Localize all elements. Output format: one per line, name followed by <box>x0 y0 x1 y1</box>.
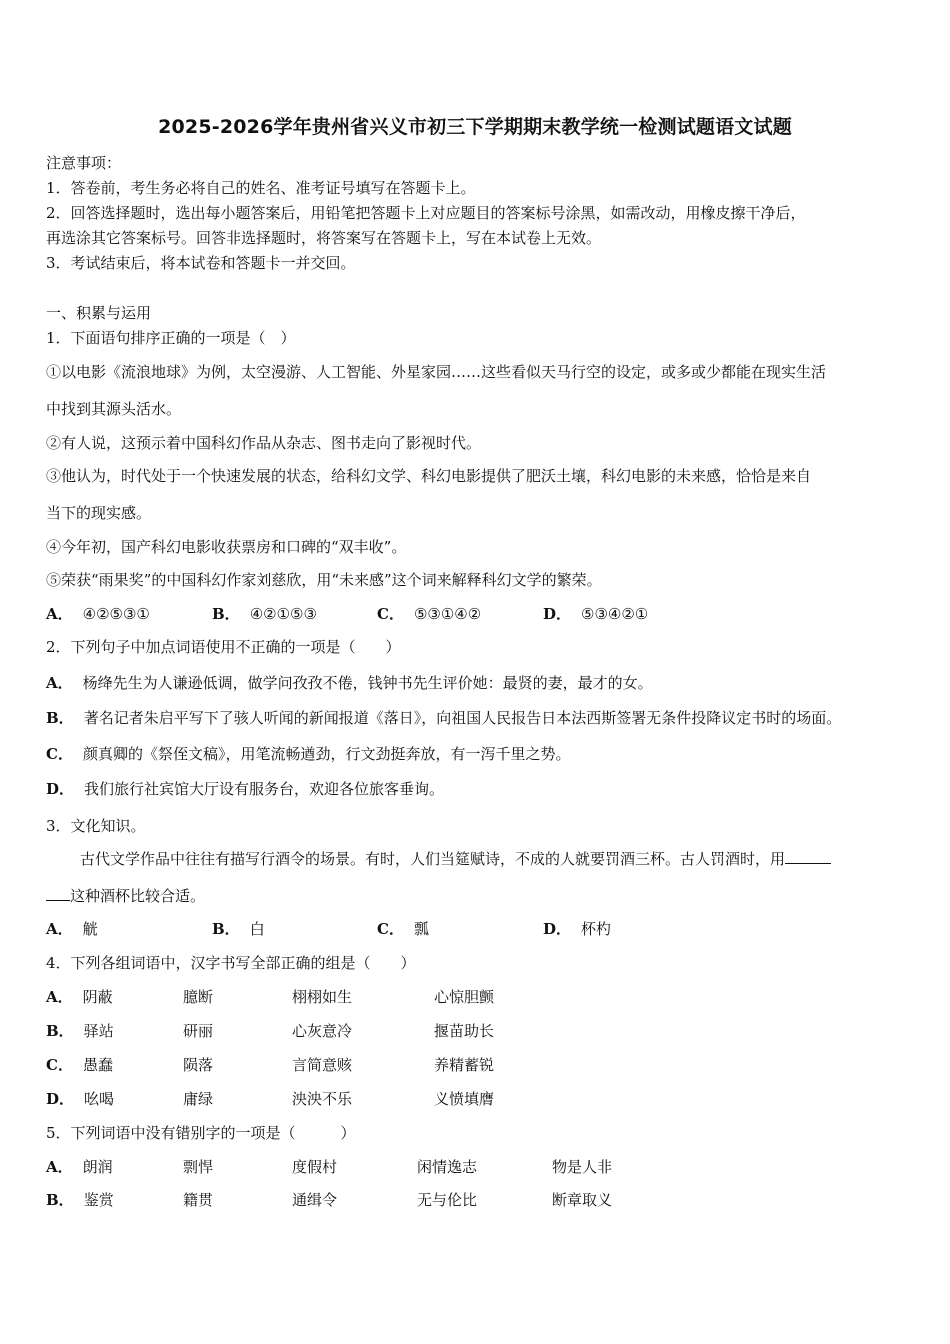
notice-item: 3．考试结束后，将本试卷和答题卡一并交回。 <box>46 254 356 272</box>
option-a: A． 杨绛先生为人谦逊低调，做学问孜孜不倦，钱钟书先生评价她：最贤的妻，最才的女。 <box>46 674 653 692</box>
option-c: C． 颜真卿的《祭侄文稿》，用笔流畅遒劲，行文劲挺奔放，有一泻千里之势。 <box>46 745 571 763</box>
question-stem: 5．下列词语中没有错别字的一项是（ ） <box>46 1124 356 1142</box>
exam-page: 2025-2026学年贵州省兴义市初三下学期期末教学统一检测试题语文试题 注意事项： 1．答卷前，考生务必将自己的姓名、准考证号填写在答题卡上。 2．回答选择题时，选出每小题答案后，用铅笔把答题卡上对应题目的答案标号涂黑，如需改动，用橡皮擦干净后， 再选涂其它答案标号。回答非选择题时，将答案写在答题卡上，写在本试卷上无效。 3．考试结束后，将本试卷和答题卡一并交回。 一、积累与运用 1．下面语句排序正确的一项是（ ） ①以电影《流浪地球》为例，太空漫游、人工智能、外星家园……这些看似天马行空的设定，或多或少都能在现实生活 中找到其源头活水。 ②有人说，这预示着中国科幻作品从杂志、图书走向了影视时代。 ③他认为，时代处于一个快速发展的状态，给科幻文学、科幻电影提供了肥沃土壤，科幻电影的未来感，恰恰是来自 当下的现实感。 ④今年初，国产科幻电影收获票房和口碑的“双丰收”。 ⑤荣获“雨果奖”的中国科幻作家刘慈欣，用“未来感”这个词来解释科幻文学的繁荣。 A． ④②⑤③① B． ④②①⑤③ C． ⑤③①④② D． ⑤③④②① 2．下列句子中加点词语使用不正确的一项是（ ） A． 杨绛先生为人谦逊低调，做学问孜孜不倦，钱钟书先生评价她：最贤的妻，最才的女。 B． 著名记者朱启平写下了骇人听闻的新闻报道《落日》，向祖国人民报告日本法西斯签署无条件投降议定书时的场面。 C． 颜真卿的《祭侄文稿》，用笔流畅遒劲，行文劲挺奔放，有一泻千里之势。 D． 我们旅行社宾馆大厅设有服务台，欢迎各位旅客垂询。 3．文化知识。 古代文学作品中往往有描写行酒令的场景。有时，人们当筵赋诗，不成的人就要罚酒三杯。古人罚酒时，用 这种酒杯比较合适。 A． 觥 B． 白 C． 瓢 D． 杯杓 4．下列各组词语中，汉字书写全部正确的组是（ ） A． 阴蔽 臆断 栩栩如生 心惊胆颤 B． 驿站 研丽 心灰意冷 揠苗助长 C． 愚蠢 陨落 言简意赅 养精蓄锐 D． 吆喝 庸绿 泱泱不乐 义愤填膺 5．下列词语中没有错别字的一项是（ ） A． 朗润 剽悍 度假村 闲情逸志 物是人非 B． 鉴赏 籍贯 通缉令 无与伦比 断章取义 <box>0 0 950 1344</box>
question-stem: 4．下列各组词语中，汉字书写全部正确的组是（ ） <box>46 954 416 972</box>
option-b: B． 著名记者朱启平写下了骇人听闻的新闻报道《落日》，向祖国人民报告日本法西斯签署无条件投降议定书时的场面。 <box>46 709 842 727</box>
sentence: ②有人说，这预示着中国科幻作品从杂志、图书走向了影视时代。 <box>46 434 482 452</box>
option-a: A． ④②⑤③① <box>46 605 150 623</box>
sentence: ①以电影《流浪地球》为例，太空漫游、人工智能、外星家园……这些看似天马行空的设定，或多或少都能在现实生活 <box>46 363 827 381</box>
option-c: C． 瓢 <box>377 920 429 938</box>
notice-heading: 注意事项： <box>46 154 122 172</box>
option-d: D． ⑤③④②① <box>543 605 649 623</box>
notice-item: 2．回答选择题时，选出每小题答案后，用铅笔把答题卡上对应题目的答案标号涂黑，如需改动，用橡皮擦干净后， <box>46 204 806 222</box>
option-d: D． 杯杓 <box>543 920 612 938</box>
option-a: A． 觥 <box>46 920 98 938</box>
section-heading: 一、积累与运用 <box>46 304 152 322</box>
passage-line: 古代文学作品中往往有描写行酒令的场景。有时，人们当筵赋诗，不成的人就要罚酒三杯。古人罚酒时，用 <box>80 848 831 869</box>
option-d: D． 我们旅行社宾馆大厅设有服务台，欢迎各位旅客垂询。 <box>46 780 445 798</box>
page-title: 2025-2026学年贵州省兴义市初三下学期期末教学统一检测试题语文试题 <box>158 116 792 138</box>
question-stem: 3．文化知识。 <box>46 817 146 835</box>
notice-item: 再选涂其它答案标号。回答非选择题时，将答案写在答题卡上，写在本试卷上无效。 <box>46 229 602 247</box>
question-stem: 2．下列句子中加点词语使用不正确的一项是（ ） <box>46 638 401 656</box>
sentence: ③他认为，时代处于一个快速发展的状态，给科幻文学、科幻电影提供了肥沃土壤，科幻电影的未来感，恰恰是来自 <box>46 467 812 485</box>
sentence: 中找到其源头活水。 <box>46 400 182 418</box>
answer-blank <box>46 886 70 901</box>
answer-blank <box>785 849 831 864</box>
passage-line: 这种酒杯比较合适。 <box>46 885 205 906</box>
question-stem: 1．下面语句排序正确的一项是（ ） <box>46 329 296 347</box>
notice-item: 1．答卷前，考生务必将自己的姓名、准考证号填写在答题卡上。 <box>46 179 476 197</box>
sentence: ④今年初，国产科幻电影收获票房和口碑的“双丰收”。 <box>46 538 407 556</box>
option-b: B． ④②①⑤③ <box>212 605 317 623</box>
option-b: B． 白 <box>212 920 265 938</box>
sentence: 当下的现实感。 <box>46 504 152 522</box>
sentence: ⑤荣获“雨果奖”的中国科幻作家刘慈欣，用“未来感”这个词来解释科幻文学的繁荣。 <box>46 571 602 589</box>
option-c: C． ⑤③①④② <box>377 605 482 623</box>
